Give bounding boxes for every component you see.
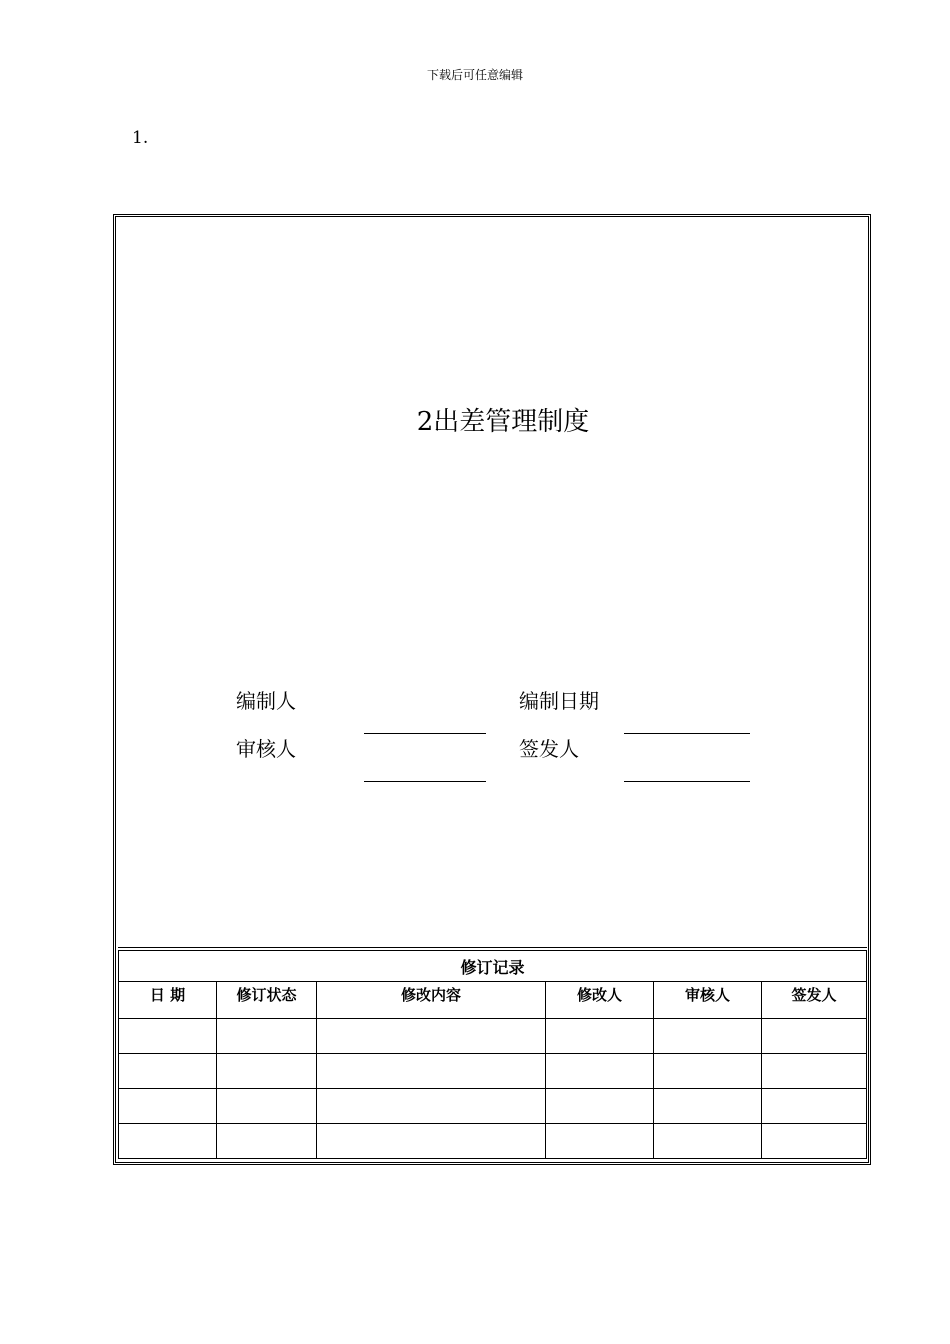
table-cell[interactable] <box>546 1124 654 1159</box>
issuer-signature-line[interactable] <box>624 781 750 782</box>
table-cell[interactable] <box>762 1019 867 1054</box>
revision-table-caption: 修订记录 <box>119 949 867 982</box>
document-cover-frame <box>113 214 871 1165</box>
compiler-label: 编制人 <box>236 689 296 713</box>
table-row <box>119 1019 867 1054</box>
column-header-issuer: 签发人 <box>762 982 867 1019</box>
header-note: 下载后可任意编辑 <box>426 68 523 82</box>
table-cell[interactable] <box>119 1124 217 1159</box>
column-header-modifier: 修改人 <box>546 982 654 1019</box>
compiler-signature-line[interactable] <box>364 733 486 734</box>
table-cell[interactable] <box>654 1054 762 1089</box>
compile-date-line[interactable] <box>624 733 750 734</box>
reviewer-label: 审核人 <box>236 737 296 761</box>
revision-table <box>118 947 867 1159</box>
revision-header-row <box>119 982 867 1019</box>
revision-caption-row <box>119 949 867 982</box>
table-cell[interactable] <box>119 1019 217 1054</box>
table-cell[interactable] <box>217 1019 317 1054</box>
table-cell[interactable] <box>317 1124 546 1159</box>
table-cell[interactable] <box>317 1054 546 1089</box>
table-cell[interactable] <box>654 1124 762 1159</box>
column-header-change-content: 修改内容 <box>317 982 546 1019</box>
column-header-revision-status: 修订状态 <box>217 982 317 1019</box>
reviewer-signature-line[interactable] <box>364 781 486 782</box>
table-cell[interactable] <box>762 1124 867 1159</box>
table-cell[interactable] <box>546 1019 654 1054</box>
table-row <box>119 1124 867 1159</box>
table-cell[interactable] <box>546 1089 654 1124</box>
column-header-reviewer: 审核人 <box>654 982 762 1019</box>
table-row <box>119 1054 867 1089</box>
compile-date-label: 编制日期 <box>519 689 599 713</box>
table-cell[interactable] <box>217 1124 317 1159</box>
document-title: 2出差管理制度 <box>416 407 590 437</box>
table-cell[interactable] <box>546 1054 654 1089</box>
list-number: 1. <box>132 128 149 148</box>
table-cell[interactable] <box>317 1019 546 1054</box>
table-cell[interactable] <box>119 1089 217 1124</box>
table-row <box>119 1089 867 1124</box>
table-cell[interactable] <box>317 1089 546 1124</box>
table-cell[interactable] <box>654 1019 762 1054</box>
column-header-date: 日 期 <box>119 982 217 1019</box>
table-cell[interactable] <box>762 1089 867 1124</box>
table-cell[interactable] <box>654 1089 762 1124</box>
table-cell[interactable] <box>119 1054 217 1089</box>
table-cell[interactable] <box>762 1054 867 1089</box>
table-cell[interactable] <box>217 1089 317 1124</box>
issuer-label: 签发人 <box>519 737 579 761</box>
table-cell[interactable] <box>217 1054 317 1089</box>
